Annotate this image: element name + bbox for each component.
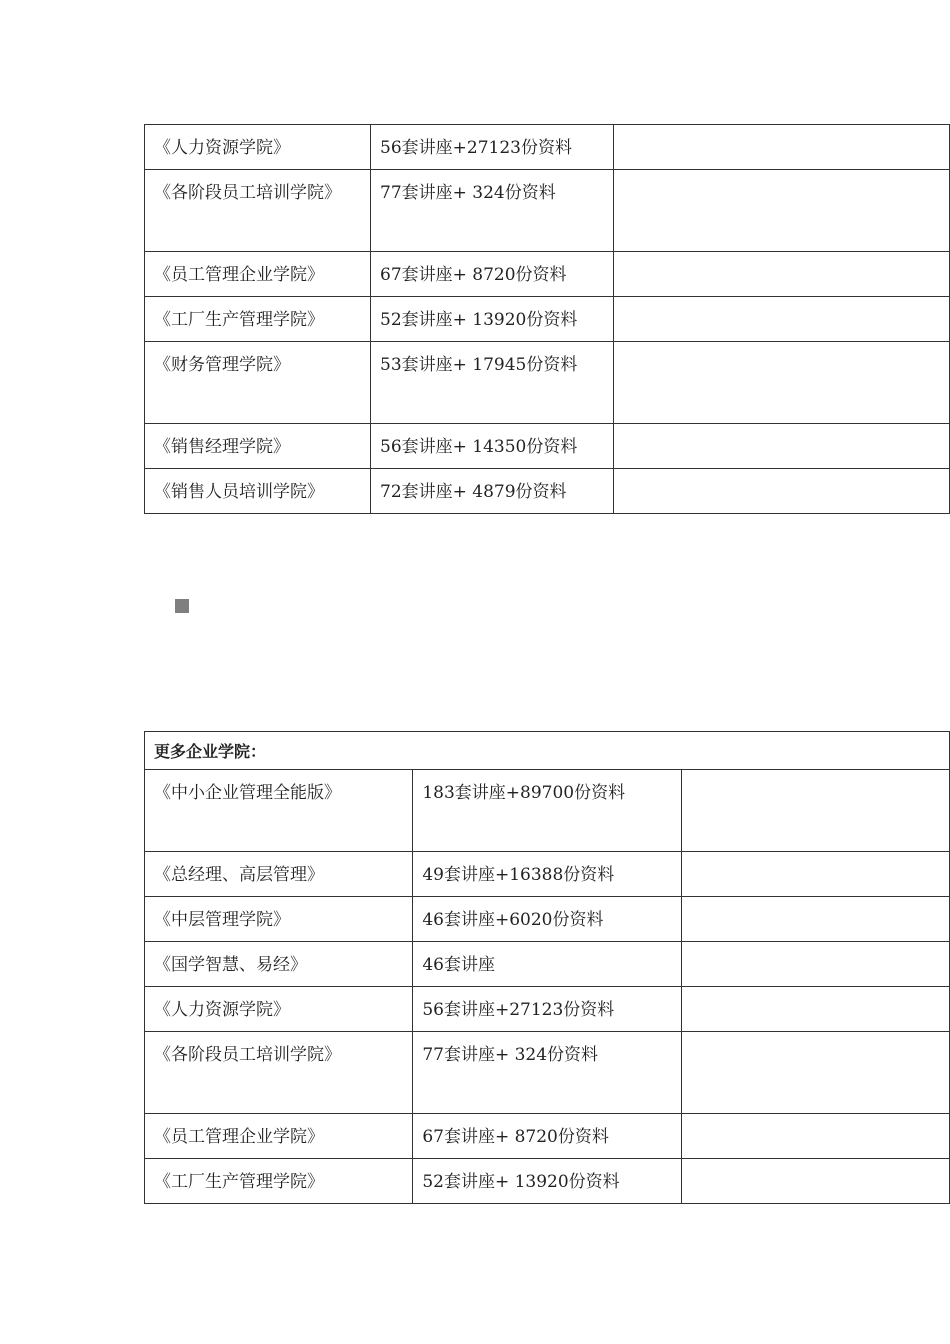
course-name-cell: 《销售人员培训学院》 [145,469,371,514]
course-note-cell [614,424,950,469]
table-row [145,942,950,987]
course-note-cell [614,170,950,252]
course-note-cell [681,942,949,987]
course-name-cell: 《中层管理学院》 [145,897,413,942]
course-name-cell: 《人力资源学院》 [145,125,371,170]
course-note-cell [614,469,950,514]
course-info-cell: 56套讲座+27123份资料 [413,987,681,1032]
course-name-cell: 《各阶段员工培训学院》 [145,1032,413,1114]
table-row [145,469,950,514]
course-info-cell: 56套讲座+27123份资料 [371,125,614,170]
course-note-cell [681,852,949,897]
table-row [145,342,950,424]
table-row [145,1032,950,1114]
table-row [145,770,950,852]
course-note-cell [681,1114,949,1159]
table-row [145,1114,950,1159]
course-info-cell: 77套讲座+ 324份资料 [371,170,614,252]
course-info-cell: 49套讲座+16388份资料 [413,852,681,897]
course-name-cell: 《员工管理企业学院》 [145,252,371,297]
course-name-cell: 《工厂生产管理学院》 [145,1159,413,1204]
course-note-cell [614,342,950,424]
course-note-cell [614,252,950,297]
course-note-cell [614,297,950,342]
course-name-cell: 《总经理、高层管理》 [145,852,413,897]
course-info-cell: 67套讲座+ 8720份资料 [371,252,614,297]
table-row [145,987,950,1032]
course-name-cell: 《工厂生产管理学院》 [145,297,371,342]
course-info-cell: 77套讲座+ 324份资料 [413,1032,681,1114]
course-name-cell: 《财务管理学院》 [145,342,371,424]
table-row [145,297,950,342]
course-name-cell: 《员工管理企业学院》 [145,1114,413,1159]
course-info-cell: 53套讲座+ 17945份资料 [371,342,614,424]
course-name-cell: 《国学智慧、易经》 [145,942,413,987]
course-info-cell: 46套讲座+6020份资料 [413,897,681,942]
course-name-cell: 《销售经理学院》 [145,424,371,469]
course-table-2 [144,731,950,1204]
course-note-cell [681,770,949,852]
table-row [145,424,950,469]
course-table-1 [144,124,950,514]
course-info-cell: 67套讲座+ 8720份资料 [413,1114,681,1159]
course-info-cell: 46套讲座 [413,942,681,987]
course-name-cell: 《中小企业管理全能版》 [145,770,413,852]
table-header-row [145,732,950,770]
course-info-cell: 72套讲座+ 4879份资料 [371,469,614,514]
course-name-cell: 《各阶段员工培训学院》 [145,170,371,252]
course-info-cell: 183套讲座+89700份资料 [413,770,681,852]
course-info-cell: 56套讲座+ 14350份资料 [371,424,614,469]
table-row [145,125,950,170]
course-note-cell [681,1032,949,1114]
course-note-cell [681,897,949,942]
table-header-cell: 更多企业学院： [145,732,950,770]
square-bullet-icon [175,599,189,613]
course-name-cell: 《人力资源学院》 [145,987,413,1032]
table-row [145,170,950,252]
table-row [145,1159,950,1204]
table-row [145,852,950,897]
table-row [145,252,950,297]
course-note-cell [614,125,950,170]
course-note-cell [681,987,949,1032]
course-info-cell: 52套讲座+ 13920份资料 [413,1159,681,1204]
course-info-cell: 52套讲座+ 13920份资料 [371,297,614,342]
course-note-cell [681,1159,949,1204]
table-row [145,897,950,942]
